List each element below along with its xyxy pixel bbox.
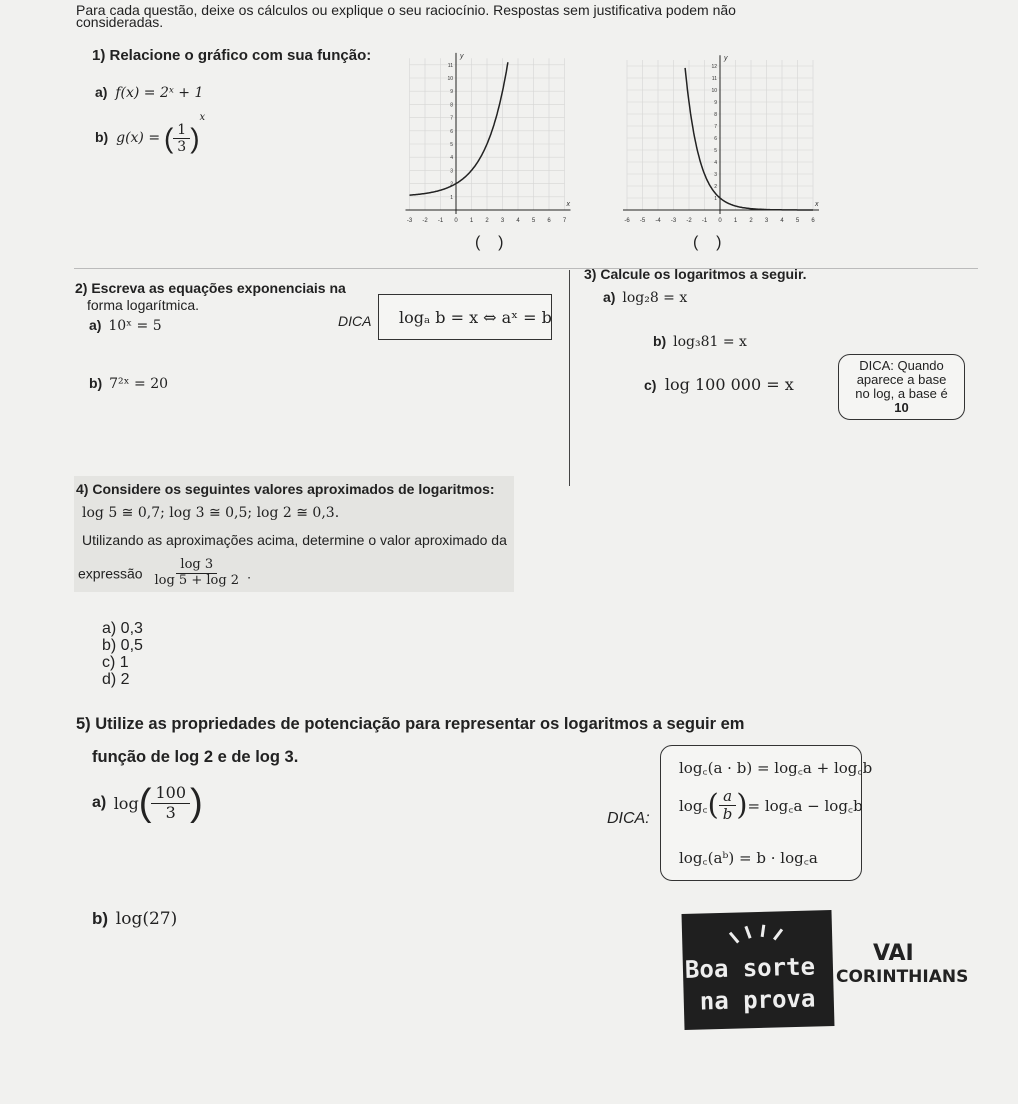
q3-title: 3) Calcule os logaritmos a seguir. xyxy=(584,266,807,282)
q2-option-b xyxy=(89,375,168,392)
q1-b-lhs: g(x) = xyxy=(116,130,161,147)
g2-y-tick-label: 11 xyxy=(711,76,717,82)
q2-b-label: b) xyxy=(89,375,103,391)
instructions-line-1: Para cada questão, deixe os cálculos ou explique o seu raciocínio. Respostas sem justificativa podem não xyxy=(76,2,736,18)
q1-b-denominator: 3 xyxy=(177,138,187,155)
graph-1-answer[interactable]: ( ) xyxy=(475,234,504,251)
q4-option-d[interactable]: d) 2 xyxy=(102,671,130,688)
graph-2 xyxy=(612,40,827,230)
q5-rule-2: log꜀( $\frac{a}{b}$ )= log꜀a − log꜀b xyxy=(679,787,863,824)
g1-y-tick-label: 5 xyxy=(450,142,453,148)
g2-x-tick-label: 2 xyxy=(749,218,753,224)
q3-dica-line-4: 10 xyxy=(894,400,909,415)
g2-y-tick-label: 7 xyxy=(714,124,717,130)
q4-option-b[interactable]: b) 0,5 xyxy=(102,637,143,654)
g1-x-tick-label: 2 xyxy=(485,218,489,224)
q1-title: 1) Relacione o gráfico com sua função: xyxy=(92,47,372,64)
g1-y-tick-label: 9 xyxy=(450,89,453,96)
q4-title-text: 4) Considere os seguintes valores aproximados de logaritmos: xyxy=(76,481,495,497)
q4-title xyxy=(76,481,495,497)
g2-y-tick-label: 12 xyxy=(711,64,717,70)
q2-option-a xyxy=(89,317,162,334)
q3-a-expression: log₂8 = x xyxy=(622,290,688,306)
g1-x-tick-label: 6 xyxy=(547,218,551,224)
g2-x-tick-label: 1 xyxy=(733,218,738,224)
q5-rule-1: log꜀(a · b) = log꜀a + log꜀b xyxy=(679,759,873,777)
g1-y-tick-label: 1 xyxy=(450,194,453,201)
graph-1-axes xyxy=(406,53,571,214)
g2-x-tick-label: -4 xyxy=(655,218,661,224)
q2-title-line-2: forma logarítmica. xyxy=(87,297,200,313)
q4-values: log 5 ≅ 0,7; log 3 ≅ 0,5; log 2 ≅ 0,3. xyxy=(82,505,340,521)
q3-option-c xyxy=(644,375,794,395)
q2-dica-box xyxy=(378,294,552,340)
q2-title-line-1: 2) Escreva as equações exponenciais na xyxy=(75,280,346,296)
q1-a-expression: f(x) = 2ˣ + 1 xyxy=(115,85,204,101)
q5-rule-2-num: a xyxy=(719,788,736,806)
g2-x-label: x xyxy=(815,201,819,208)
g2-x-tick-label: -6 xyxy=(624,218,630,224)
vai-text: VAI xyxy=(873,941,914,966)
g2-y-tick-label: 5 xyxy=(714,148,717,154)
g2-y-tick-label: 6 xyxy=(714,136,717,142)
q4-fraction-numerator: log 3 xyxy=(176,558,217,574)
q5-dica-label: DICA: xyxy=(607,810,650,827)
g2-x-tick-label: -5 xyxy=(639,218,646,224)
q3-dica-box xyxy=(838,354,965,420)
g1-x-tick-label: -1 xyxy=(437,218,444,224)
q3-c-expression: log 100 000 = x xyxy=(664,375,794,394)
q2-dica-label: DICA xyxy=(338,313,372,329)
g1-x-tick-label: -2 xyxy=(422,218,428,224)
instructions-line-2: consideradas. xyxy=(76,14,164,30)
q1-option-a xyxy=(95,84,203,101)
g1-x-tick-label: 0 xyxy=(454,218,458,224)
g1-y-tick-label: 2 xyxy=(450,181,453,188)
q4-expression-label: expressão xyxy=(78,565,143,582)
q4-fraction-denominator: log 5 + log 2 xyxy=(154,572,240,588)
q5-b-expression: log(27) xyxy=(115,909,178,929)
q2-a-expression: 10ˣ = 5 xyxy=(108,318,162,334)
q4-expression: expressão $\frac{\log 3}{\log 5 + \log 2}$ . xyxy=(78,557,251,588)
q5-a-log: log xyxy=(113,793,139,813)
q5-title-line-1: 5) Utilize as propriedades de potenciação para representar os logaritmos a seguir em xyxy=(76,715,745,733)
g2-x-tick-label: -3 xyxy=(670,218,677,224)
g2-x-tick-label: 5 xyxy=(795,218,800,224)
boa-sorte-sticker xyxy=(682,910,835,1030)
g1-y-tick-label: 8 xyxy=(450,102,453,109)
q1-option-b: b) g(x) = ( $\frac{1}{3}$ )$^x$ xyxy=(95,112,206,155)
q3-option-a xyxy=(603,289,687,306)
g1-x-tick-label: 3 xyxy=(500,218,505,224)
q4-options xyxy=(102,620,143,688)
g2-x-tick-label: 3 xyxy=(764,218,769,224)
q5-option-a: a) log( $\frac{100}{3}$ ) xyxy=(92,781,203,824)
g1-y-tick-label: 10 xyxy=(447,76,453,82)
g2-y-tick-label: 10 xyxy=(711,88,717,94)
q4-option-a[interactable]: a) 0,3 xyxy=(102,620,143,637)
q5-b-label: b) xyxy=(92,909,109,928)
q1-a-label: a) xyxy=(95,84,108,100)
g1-x-tick-label: -3 xyxy=(406,218,413,224)
g1-y-label: y xyxy=(460,53,464,61)
graph-2-axes xyxy=(623,55,819,214)
boa-sorte-line-2: na prova xyxy=(699,984,816,1016)
g1-y-tick-label: 4 xyxy=(450,155,453,162)
g2-x-tick-label: 0 xyxy=(718,218,722,224)
q1-b-label: b) xyxy=(95,129,109,145)
g1-y-tick-label: 6 xyxy=(450,128,453,135)
g2-x-tick-label: 6 xyxy=(811,218,815,224)
q5-rule-2-den: b xyxy=(722,805,733,824)
g1-y-tick-label: 7 xyxy=(450,115,453,122)
g2-y-label: y xyxy=(724,55,728,62)
q3-b-label: b) xyxy=(653,333,667,349)
q2-b-expression: 7²ˣ = 20 xyxy=(109,376,169,392)
divider-vertical xyxy=(569,270,570,486)
q5-option-b xyxy=(92,909,177,929)
g2-y-tick-label: 1 xyxy=(714,196,717,202)
graph-1-grid xyxy=(410,58,565,210)
graph-1 xyxy=(398,40,588,230)
q4-instruction: Utilizando as aproximações acima, determine o valor aproximado da xyxy=(82,532,507,548)
corinthians-text: CORINTHIANS xyxy=(836,967,969,987)
g2-y-tick-label: 9 xyxy=(714,100,717,106)
q5-title-line-2: função de log 2 e de log 3. xyxy=(92,748,299,766)
q1-b-numerator: 1 xyxy=(173,122,190,139)
q4-option-c[interactable]: c) 1 xyxy=(102,654,129,671)
q3-a-label: a) xyxy=(603,289,616,305)
q5-rule-2-rhs: = log꜀a − log꜀b xyxy=(747,796,863,815)
q3-c-label: c) xyxy=(644,377,657,393)
q2-a-label: a) xyxy=(89,317,102,333)
g2-y-tick-label: 4 xyxy=(714,160,717,166)
q3-dica-line-1: DICA: Quando xyxy=(859,358,944,373)
g2-y-tick-label: 2 xyxy=(714,184,717,190)
g2-y-tick-label: 3 xyxy=(714,172,717,178)
boa-sorte-line-1: Boa sorte xyxy=(684,952,816,984)
g1-x-tick-label: 5 xyxy=(531,218,536,224)
q3-b-expression: log₃81 = x xyxy=(673,334,747,350)
g1-y-tick-label: 11 xyxy=(447,62,453,69)
g2-x-tick-label: -2 xyxy=(686,218,692,224)
g2-y-tick-label: 8 xyxy=(714,112,717,118)
q5-rule-3: log꜀(aᵇ) = b · log꜀a xyxy=(679,849,818,867)
q2-dica-formula: logₐ b = x ⇔ aˣ = b xyxy=(399,308,552,327)
graph-2-answer[interactable]: ( ) xyxy=(693,234,722,251)
g1-x-tick-label: 7 xyxy=(562,218,567,224)
q5-rule-2-lhs: log꜀ xyxy=(679,796,708,815)
g1-x-tick-label: 4 xyxy=(516,218,520,224)
g2-x-tick-label: -1 xyxy=(701,218,708,224)
g1-x-tick-label: 1 xyxy=(469,218,474,224)
g2-x-tick-label: 4 xyxy=(780,218,784,224)
g1-y-tick-label: 3 xyxy=(450,168,453,175)
q3-dica-line-2: aparece a base xyxy=(856,372,947,387)
q1-b-exponent: x xyxy=(199,112,206,123)
q5-a-label: a) xyxy=(92,794,107,812)
q5-dica-box xyxy=(660,745,873,881)
q3-dica-line-3: no log, a base é xyxy=(855,386,948,401)
g1-x-label: x xyxy=(566,201,570,208)
q3-option-b xyxy=(653,333,747,350)
divider-horizontal xyxy=(74,268,978,269)
graph-1-curve xyxy=(410,62,508,195)
q5-a-denominator: 3 xyxy=(165,802,176,822)
q5-a-numerator: 100 xyxy=(151,784,190,803)
